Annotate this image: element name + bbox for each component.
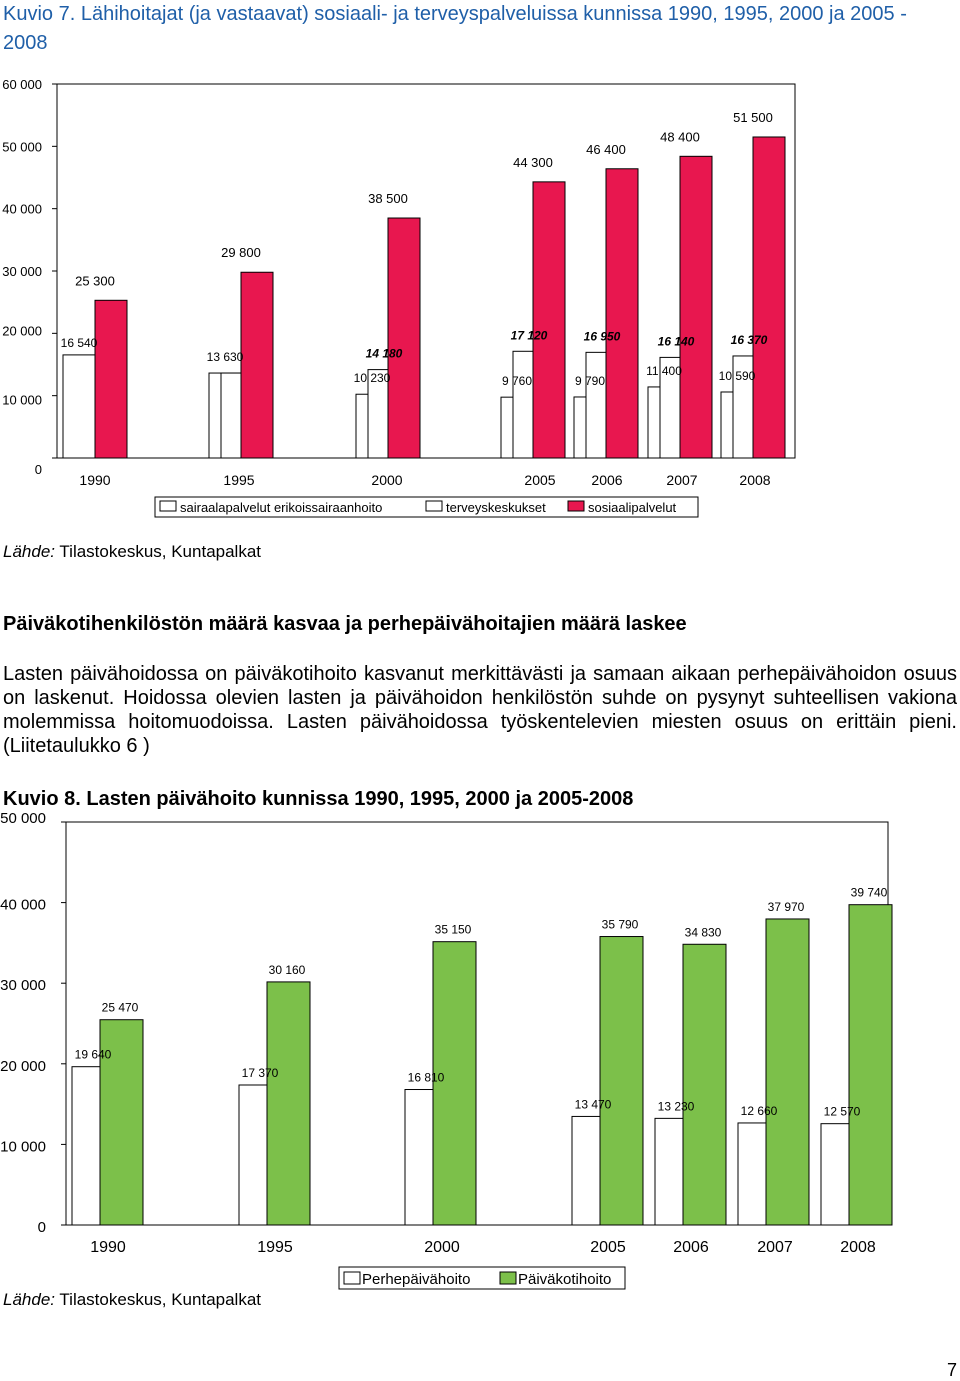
- data-label: 12 660: [740, 1103, 778, 1118]
- data-label: 9 760: [501, 374, 533, 389]
- x-tick-label: 2000: [424, 1239, 460, 1256]
- figure-7-text: Lähihoitajat (ja vastaavat) sosiaali- ja terveyspalveluissa kunnissa 1990, 1995, 2000 ja 2005 - 2008: [3, 3, 907, 54]
- data-label: 16 950: [583, 329, 621, 344]
- legend-label: Päiväkotihoito: [518, 1271, 612, 1288]
- data-label: 13 470: [574, 1097, 612, 1112]
- source-7-text: Tilastokeskus, Kuntapalkat: [59, 542, 262, 561]
- bar-sosiaalipalvelut: [680, 156, 712, 458]
- section-heading: Päiväkotihenkilöstön määrä kasvaa ja perhepäivähoitajien määrä laskee: [3, 613, 687, 635]
- bar-paivakotihoito: [267, 982, 310, 1225]
- x-tick-label: 2006: [591, 472, 623, 488]
- bar-sosiaalipalvelut: [388, 218, 420, 458]
- data-label: 13 630: [206, 350, 244, 365]
- x-tick-label: 2005: [590, 1239, 626, 1256]
- x-tick-label: 2008: [739, 472, 771, 488]
- bar-sosiaalipalvelut: [533, 182, 565, 458]
- legend-swatch: [568, 501, 584, 511]
- page-number: 7: [947, 1360, 958, 1380]
- data-label: 16 540: [60, 335, 98, 350]
- figure-8-text: Lasten päivähoito kunnissa 1990, 1995, 2000 ja 2005-2008: [86, 788, 634, 810]
- figure-7-label: Kuvio 7.: [3, 3, 76, 25]
- data-label: 46 400: [586, 141, 626, 157]
- data-label: 16 140: [657, 334, 695, 349]
- data-label: 39 740: [850, 885, 888, 900]
- data-label: 44 300: [513, 154, 553, 170]
- y-tick-label: 10 000: [0, 1138, 46, 1156]
- bar-sosiaalipalvelut: [753, 137, 785, 458]
- figure-8-label: Kuvio 8.: [3, 788, 81, 810]
- source-8-text: Tilastokeskus, Kuntapalkat: [59, 1290, 262, 1309]
- bar-sosiaalipalvelut: [241, 272, 273, 458]
- legend-swatch: [426, 501, 442, 511]
- legend-swatch: [160, 501, 176, 511]
- bar-sairaalapalvelut: [63, 355, 95, 458]
- data-label: 35 150: [434, 922, 472, 937]
- y-tick-label: 40 000: [2, 201, 42, 217]
- x-tick-label: 1990: [90, 1239, 126, 1256]
- y-tick-label: 0: [37, 1219, 46, 1236]
- chart-8: [0, 810, 960, 1290]
- data-label: 25 300: [75, 273, 115, 289]
- y-tick-label: 10 000: [2, 392, 42, 408]
- y-tick-label: 0: [34, 462, 42, 477]
- legend-label: sosiaalipalvelut: [588, 500, 677, 515]
- x-tick-label: 2000: [371, 472, 403, 488]
- data-label: 10 230: [353, 371, 391, 386]
- data-label: 34 830: [684, 925, 722, 940]
- y-tick-label: 40 000: [0, 896, 46, 914]
- figure-8-title: [3, 788, 633, 811]
- bar-paivakotihoito: [600, 937, 643, 1225]
- data-label: 16 810: [407, 1070, 445, 1085]
- y-tick-label: 20 000: [2, 323, 42, 339]
- data-label: 48 400: [660, 129, 700, 145]
- legend-label: sairaalapalvelut erikoissairaanhoito: [180, 500, 383, 515]
- data-label: 38 500: [368, 191, 408, 207]
- data-label: 17 120: [510, 328, 548, 343]
- source-8: [3, 1290, 261, 1310]
- x-tick-label: 1990: [79, 472, 111, 488]
- legend-label: terveyskeskukset: [446, 500, 546, 515]
- y-tick-label: 50 000: [0, 810, 46, 827]
- bar-paivakotihoito: [766, 919, 809, 1225]
- legend-swatch: [344, 1272, 360, 1284]
- x-tick-label: 2005: [524, 472, 556, 488]
- bar-sosiaalipalvelut: [606, 169, 638, 458]
- data-label: 9 790: [574, 373, 606, 388]
- data-label: 51 500: [733, 109, 773, 125]
- source-7-label: Lähde:: [3, 542, 55, 561]
- data-label: 35 790: [601, 917, 639, 932]
- bar-paivakotihoito: [683, 944, 726, 1225]
- data-label: 19 640: [74, 1047, 112, 1062]
- y-tick-label: 30 000: [0, 977, 46, 995]
- data-label: 14 180: [365, 346, 403, 361]
- data-label: 25 470: [101, 1000, 139, 1015]
- x-tick-label: 2008: [840, 1239, 876, 1256]
- y-tick-label: 30 000: [2, 264, 42, 279]
- source-7: [3, 542, 261, 562]
- legend-swatch: [500, 1272, 516, 1284]
- x-tick-label: 1995: [257, 1239, 293, 1256]
- x-tick-label: 2006: [673, 1239, 709, 1256]
- y-tick-label: 20 000: [0, 1057, 46, 1075]
- y-tick-label: 50 000: [2, 139, 42, 155]
- data-label: 11 400: [646, 363, 682, 378]
- data-label: 13 230: [657, 1099, 695, 1114]
- x-tick-label: 2007: [757, 1239, 793, 1256]
- data-label: 37 970: [767, 899, 805, 914]
- bar-paivakotihoito: [849, 905, 892, 1225]
- data-label: 12 570: [823, 1104, 861, 1119]
- x-tick-label: 1995: [223, 472, 255, 488]
- chart-7: [0, 0, 960, 540]
- data-label: 16 370: [730, 332, 768, 347]
- data-label: 30 160: [268, 962, 306, 977]
- source-8-label: Lähde:: [3, 1290, 55, 1309]
- x-tick-label: 2007: [666, 472, 698, 488]
- bar-sosiaalipalvelut: [95, 300, 127, 458]
- data-label: 10 590: [718, 368, 756, 383]
- data-label: 17 370: [241, 1065, 279, 1080]
- legend-label: Perhepäivähoito: [362, 1271, 471, 1288]
- body-paragraph: Lasten päivähoidossa on päiväkotihoito kasvanut merkittävästi ja samaan aikaan perhepäivähoidon osuus on laskenut. Hoidossa olevien lasten ja päivähoidon henkilöstön suhde on pysynyt suhteellisen vakiona molemmissa hoitomuodoissa. Lasten päivähoidossa työskentelevien miesten osuus on erittäin pieni. (Liitetaulukko 6 ): [3, 663, 957, 757]
- y-tick-label: 60 000: [2, 77, 42, 92]
- data-label: 29 800: [221, 245, 261, 261]
